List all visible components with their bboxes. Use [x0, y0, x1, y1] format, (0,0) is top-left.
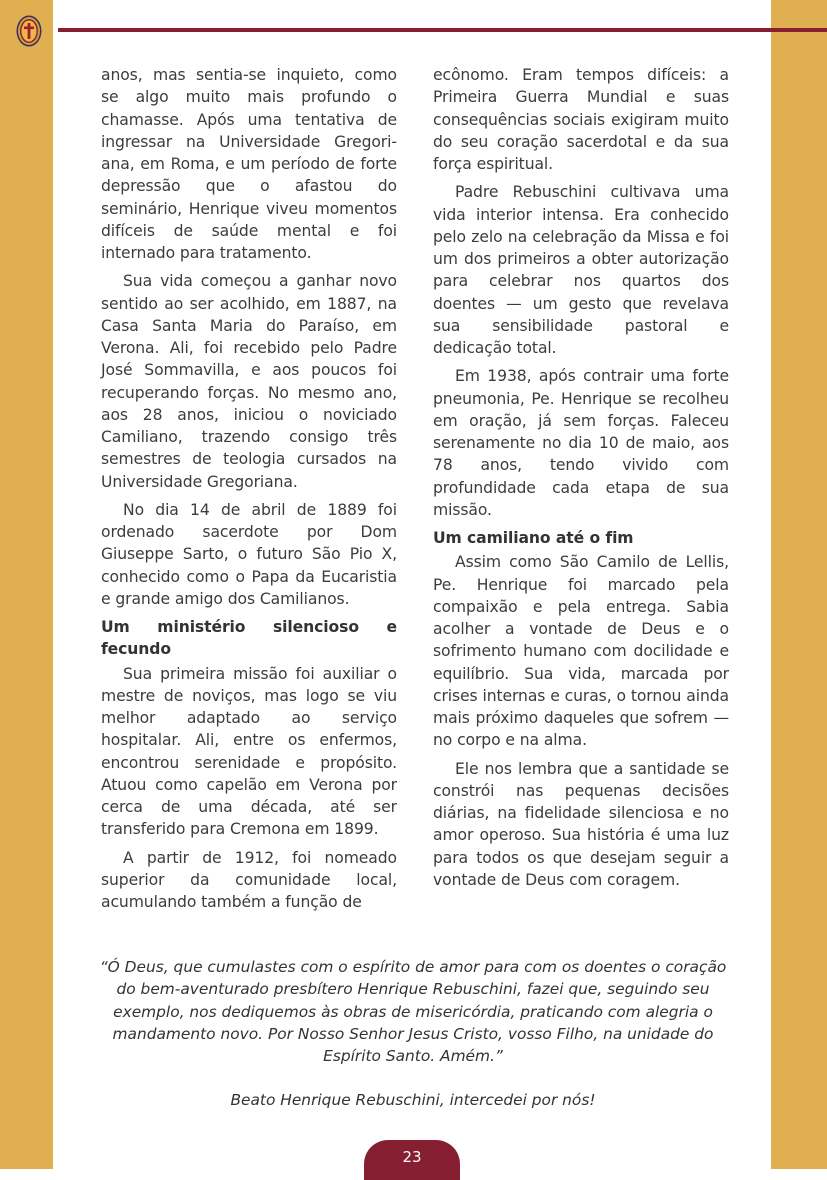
paragraph: Assim como São Camilo de Lellis, Pe. Henrique foi marcado pela compaixão e pela entrega. Sabia acolher a vontade de Deus e o sofrimento humano com docilidade e equilíbrio. Sua vida, marcada por crises internas e curas, o tornou ainda mais próximo daqueles que sofrem — no corpo e na alma.: [433, 553, 729, 750]
paragraph: No dia 14 de abril de 1889 foi ordenado sacerdote por Dom Giuseppe Sarto, o futuro São Pio X, conhecido como o Papa da Eucaristia e grande amigo dos Camilianos.: [101, 500, 397, 608]
paragraph: Sua primeira missão foi auxiliar o mestre de noviços, mas logo se viu melhor adaptado ao serviço hospitalar. Ali, entre os enfermos, encontrou serenidade e propósito. Atuou como capelão em Verona por cerca de uma década, até ser transferido para Cremona em 1899.: [101, 664, 397, 839]
section-heading: Um ministério silencioso e fecundo: [101, 618, 397, 659]
paragraph: Em 1938, após contrair uma forte pneumonia, Pe. Henrique se recolheu em oração, já sem forças. Faleceu serenamente no dia 10 de maio, aos 78 anos, tendo vivido com profundidade cada etapa de sua missão.: [433, 367, 729, 519]
right-column: [433, 64, 729, 897]
paragraph: ecônomo. Eram tempos difíceis: a Primeira Guerra Mundial e suas consequências sociais exigiram muito do seu coração sacerdotal e da sua força espiritual.: [433, 66, 729, 173]
paragraph: Padre Rebuschini cultivava uma vida interior intensa. Era conhecido pelo zelo na celebração da Missa e foi um dos primeiros a obter autorização para celebrar nos quartos dos doentes — um gesto que revelava sua sensibilidade pastoral e dedicação total.: [433, 183, 729, 357]
paragraph: Ele nos lembra que a santidade se constrói nas pequenas decisões diárias, na fidelidade silenciosa e no amor operoso. Sua história é uma luz para todos os que desejam seguir a vontade de Deus com coragem.: [433, 759, 729, 889]
invocation-text: Beato Henrique Rebuschini, intercedei por nós!: [230, 1091, 596, 1109]
paragraph: Sua vida começou a ganhar novo sentido ao ser acolhido, em 1887, na Casa Santa Maria do Paraíso, em Verona. Ali, foi recebido pelo Padre José Sommavilla, e aos poucos foi recuperando forças. No mesmo ano, aos 28 anos, iniciou o noviciado Camiliano, trazendo consigo três semestres de teologia cursados na Universidade Gregoriana.: [101, 272, 397, 491]
left-column: [101, 64, 397, 919]
page-number: 23: [364, 1140, 460, 1180]
header-rule: [58, 28, 827, 32]
prayer-text: “Ó Deus, que cumulastes com o espírito de amor para com os doentes o coração do bem-aventurado presbítero Henrique Rebuschini, fazei que, seguindo seu exemplo, nos dediquemos às obras de misericórdia, praticando com alegria o mandamento novo. Por Nosso Senhor Jesus Cristo, vosso Filho, na unidade do Espírito Santo. Amém.”: [99, 958, 727, 1065]
paragraph: anos, mas sentia-se inquieto, como se algo muito mais profundo o chamasse. Após uma tentativa de ingressar na Universidade Gregoriana, em Roma, e um período de forte depressão que o afastou do seminário, Henrique viveu momentos difíceis de saúde mental e foi internado para tratamento.: [101, 66, 397, 262]
section-heading: Um camiliano até o fim: [433, 529, 634, 547]
paragraph: A partir de 1912, foi nomeado superior da comunidade local, acumulando também a função de: [101, 848, 397, 911]
cross-medallion-icon: [16, 15, 42, 47]
left-decorative-band: [0, 0, 53, 1169]
right-decorative-band: [771, 0, 827, 1169]
